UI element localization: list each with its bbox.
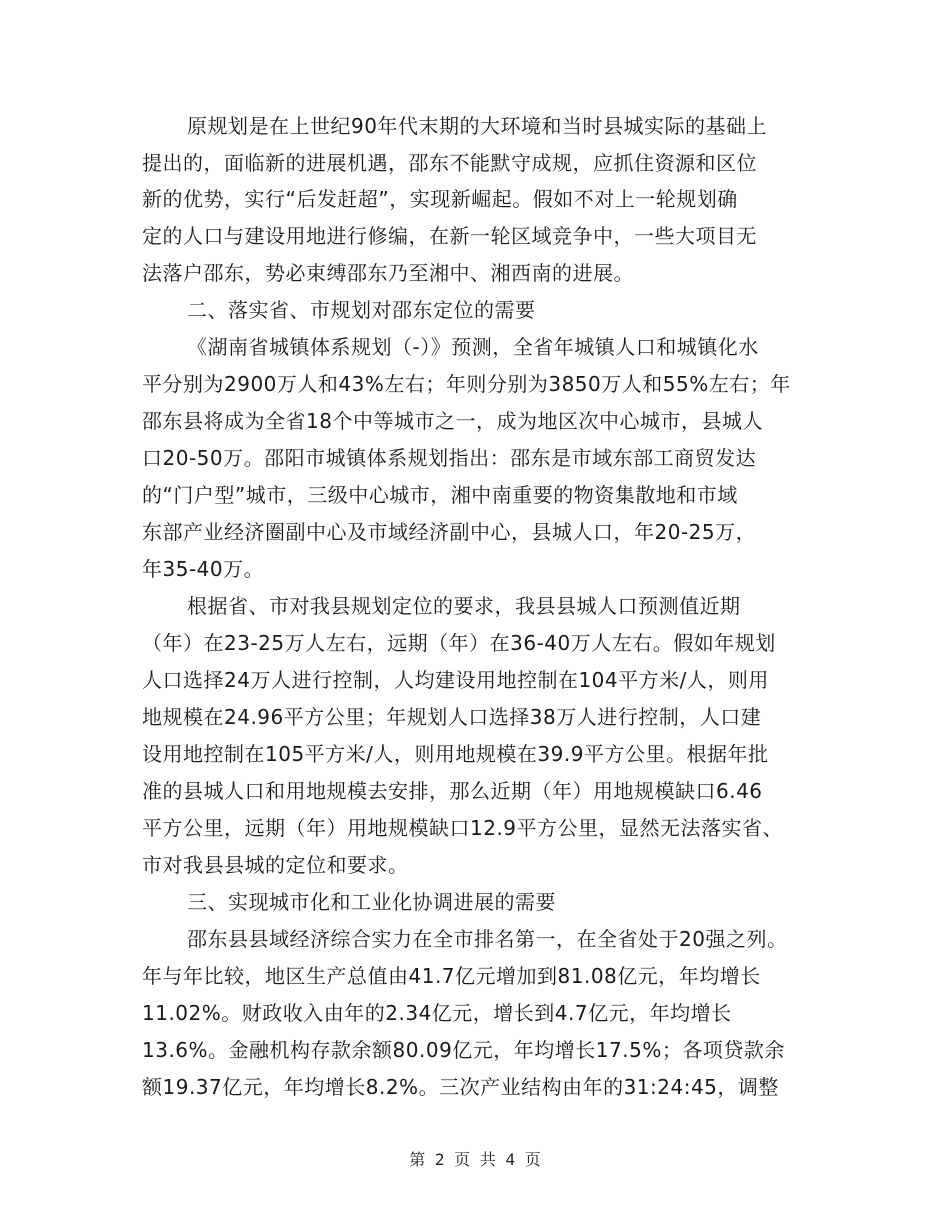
paragraph-line: 法落户邵东，势必束缚邵东乃至湘中、湘西南的进展。 [142, 261, 634, 285]
paragraph-line: 设用地控制在105平方米/人，则用地规模在39.9平方公里。根据年批 [142, 742, 769, 766]
paragraph-line: 平分别为2900万人和43%左右；年则分别为3850万人和55%左右；年 [142, 372, 791, 396]
paragraph-line: 的“门户型”城市，三级中心城市，湘中南重要的物资集散地和市域 [142, 483, 738, 507]
paragraph-line: 年35-40万。 [142, 557, 265, 581]
paragraph-line: 提出的，面临新的进展机遇，邵东不能默守成规，应抓住资源和区位 [142, 151, 757, 175]
paragraph-line: 根据省、市对我县规划定位的要求，我县县城人口预测值近期 [187, 594, 741, 618]
paragraph-line: 地规模在24.96平方公里；年规划人口选择38万人进行控制，人口建 [142, 705, 762, 729]
paragraph-line: 人口选择24万人进行控制，人均建设用地控制在104平方米/人，则用 [142, 668, 769, 692]
paragraph-line: 年与年比较，地区生产总值由41.7亿元增加到81.08亿元，年均增长 [142, 964, 761, 988]
paragraph-line: 市对我县县城的定位和要求。 [142, 853, 409, 877]
paragraph-line: 平方公里，远期（年）用地规模缺口12.9平方公里，显然无法落实省、 [142, 816, 784, 840]
paragraph-line: 邵东县将成为全省18个中等城市之一，成为地区次中心城市，县城人 [142, 409, 763, 433]
paragraph-line: 13.6%。金融机构存款余额80.09亿元，年均增长17.5%；各项贷款余 [142, 1038, 785, 1062]
paragraph-line: 额19.37亿元，年均增长8.2%。三次产业结构由年的31:24:45，调整 [142, 1075, 779, 1099]
paragraph-line: 《湖南省城镇体系规划（-）》预测，全省年城镇人口和城镇化水 [187, 335, 759, 359]
paragraph-line: 邵东县县域经济综合实力在全市排名第一，在全省处于20强之列。 [187, 927, 788, 951]
paragraph-line: 定的人口与建设用地进行修编，在新一轮区域竞争中，一些大项目无 [142, 224, 757, 248]
section-heading: 三、实现城市化和工业化协调进展的需要 [187, 890, 556, 914]
paragraph-line: 准的县城人口和用地规模去安排，那么近期（年）用地规模缺口6.46 [142, 779, 763, 803]
paragraph-line: 11.02%。财政收入由年的2.34亿元，增长到4.7亿元，年均增长 [142, 1001, 732, 1025]
paragraph-line: （年）在23-25万人左右，远期（年）在36-40万人左右。假如年规划 [142, 631, 776, 655]
section-heading: 二、落实省、市规划对邵东定位的需要 [187, 298, 536, 322]
paragraph-line: 东部产业经济圈副中心及市域经济副中心，县城人口，年20-25万， [142, 520, 757, 544]
page-number-footer: 第 2 页 共 4 页 [409, 1150, 541, 1169]
paragraph-line: 新的优势，实行“后发赶超”，实现新崛起。假如不对上一轮规划确 [142, 187, 738, 211]
paragraph-line: 口20-50万。邵阳市城镇体系规划指出：邵东是市域东部工商贸发达 [142, 446, 757, 470]
paragraph-line: 原规划是在上世纪90年代末期的大环境和当时县城实际的基础上 [187, 114, 767, 138]
